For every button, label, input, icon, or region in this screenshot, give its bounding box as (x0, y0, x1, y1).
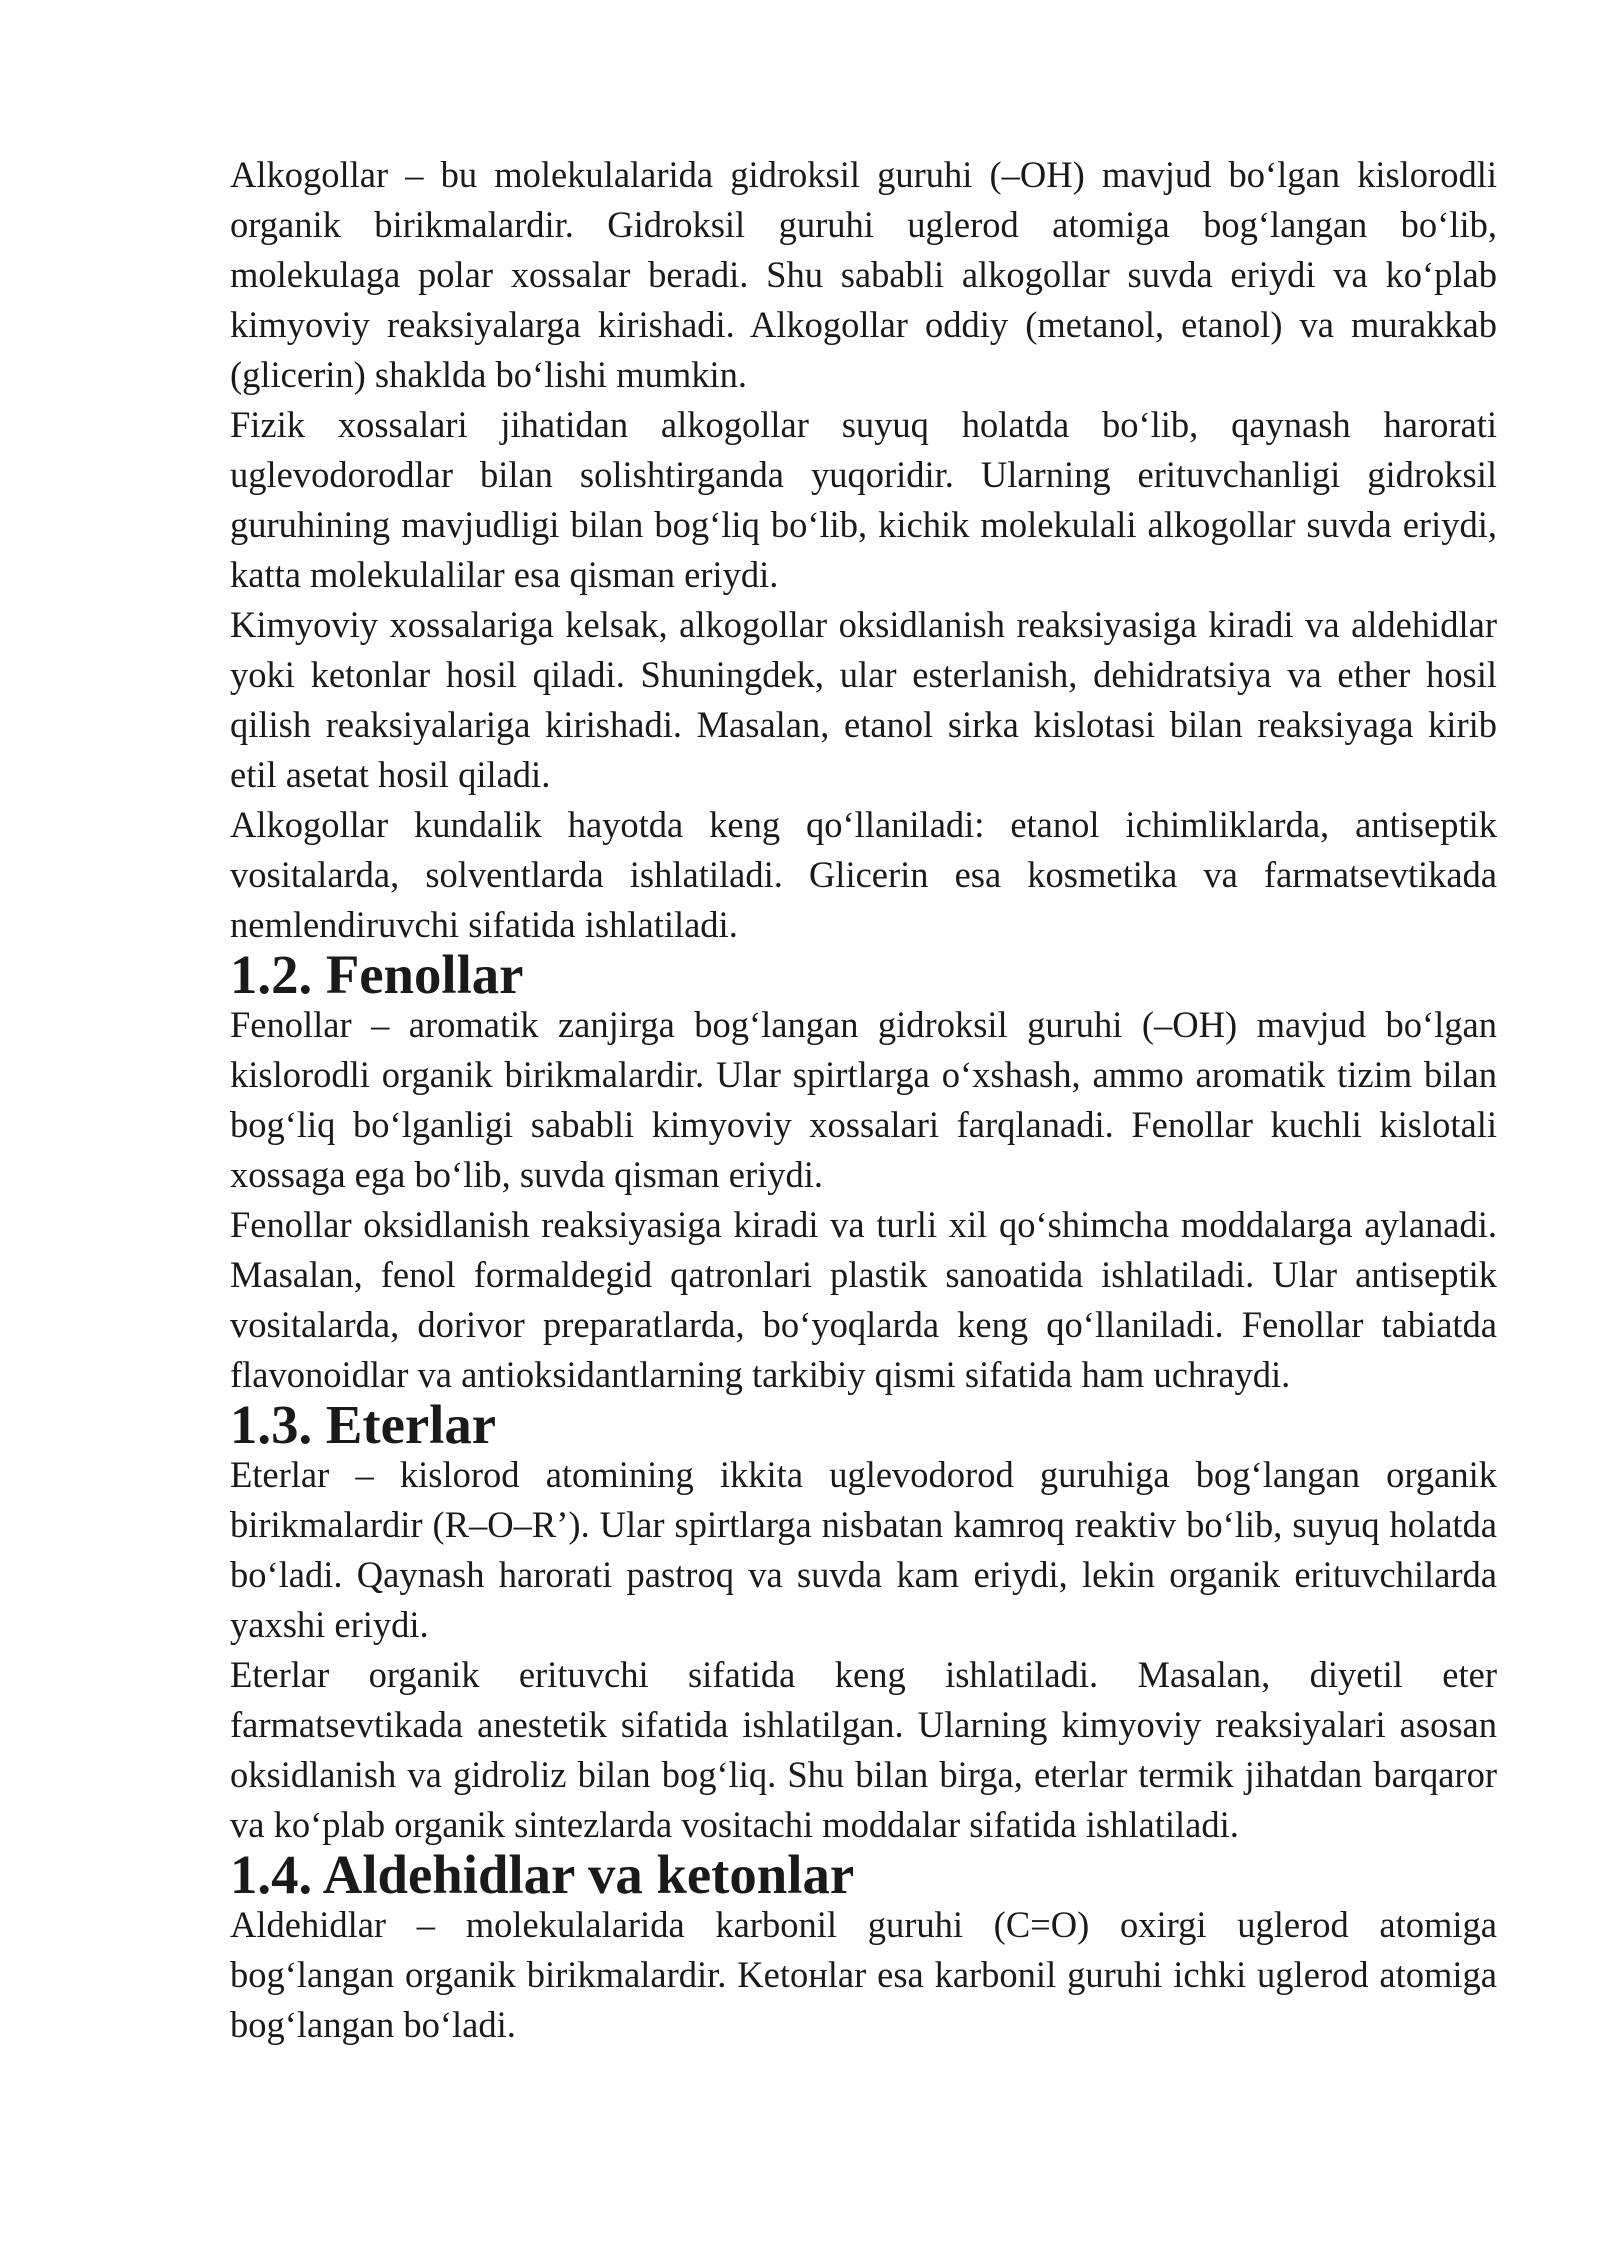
paragraph-eterlar-definition: Eterlar – kislorod atomining ikkita uglevodorod guruhiga bog‘langan organik birikmalardir (R–O–R’). Ular spirtlarga nisbatan kamroq reaktiv bo‘lib, suyuq holatda bo‘ladi. Qaynash harorati pastroq va suvda kam eriydi, lekin organik erituvchilarda yaxshi eriydi. (230, 1454, 1497, 1645)
paragraph-alkogollar-usage: Alkogollar kundalik hayotda keng qo‘llaniladi: etanol ichimliklarda, antiseptik vositalarda, solventlarda ishlatiladi. Glicerin esa kosmetika va farmatsevtikada nemlendiruvchi sifatida ishlatiladi. (230, 804, 1497, 945)
paragraph-alkogollar-definition: Alkogollar – bu molekulalarida gidroksil guruhi (–OH) mavjud bo‘lgan kislorodli organik birikmalardir. Gidroksil guruhi uglerod atomiga bog‘langan bo‘lib, molekulaga polar xossalar beradi. Shu sababli alkogollar suvda eriydi va ko‘plab kimyoviy reaksiyalarga kirishadi. Alkogollar oddiy (metanol, etanol) va murakkab (glicerin) shaklda bo‘lishi mumkin. (230, 154, 1497, 395)
section-heading-fenollar: 1.2. Fenollar (230, 944, 524, 1005)
paragraph-fenollar-definition: Fenollar – aromatik zanjirga bog‘langan gidroksil guruhi (–OH) mavjud bo‘lgan kislorodli organik birikmalardir. Ular spirtlarga o‘xshash, ammo aromatik tizim bilan bog‘liq bo‘lganligi sababli kimyoviy xossalari farqlanadi. Fenollar kuchli kislotali xossaga ega bo‘lib, suvda qisman eriydi. (230, 1004, 1497, 1195)
paragraph-eterlar-usage: Eterlar organik erituvchi sifatida keng ishlatiladi. Masalan, diyetil eter farmatsevtikada anestetik sifatida ishlatilgan. Ularning kimyoviy reaksiyalari asosan oksidlanish va gidroliz bilan bog‘liq. Shu bilan birga, eterlar termik jihatdan barqaror va ko‘plab organik sintezlarda vositachi moddalar sifatida ishlatiladi. (230, 1654, 1497, 1845)
paragraph-aldehidlar-definition: Aldehidlar – molekulalarida karbonil guruhi (C=O) oxirgi uglerod atomiga bog‘langan organik birikmalardir. Ketонlar esa karbonil guruhi ichki uglerod atomiga bog‘langan bo‘ladi. (230, 1904, 1497, 2045)
document-page (230, 150, 1497, 2050)
section-heading-aldehidlar-ketonlar: 1.4. Aldehidlar va ketonlar (230, 1844, 855, 1905)
paragraph-alkogollar-physical: Fizik xossalari jihatidan alkogollar suyuq holatda bo‘lib, qaynash harorati uglevodorodlar bilan solishtirganda yuqoridir. Ularning erituvchanligi gidroksil guruhining mavjudligi bilan bog‘liq bo‘lib, kichik molekulali alkogollar suvda eriydi, katta molekulalilar esa qisman eriydi. (230, 404, 1497, 595)
section-heading-eterlar: 1.3. Eterlar (230, 1394, 497, 1455)
paragraph-fenollar-usage: Fenollar oksidlanish reaksiyasiga kiradi va turli xil qo‘shimcha moddalarga aylanadi. Masalan, fenol formaldegid qatronlari plastik sanoatida ishlatiladi. Ular antiseptik vositalarda, dorivor preparatlarda, bo‘yoqlarda keng qo‘llaniladi. Fenollar tabiatda flavonoidlar va antioksidantlarning tarkibiy qismi sifatida ham uchraydi. (230, 1204, 1497, 1395)
paragraph-alkogollar-chemical: Kimyoviy xossalariga kelsak, alkogollar oksidlanish reaksiyasiga kiradi va aldehidlar yoki ketonlar hosil qiladi. Shuningdek, ular esterlanish, dehidratsiya va ether hosil qilish reaksiyalariga kirishadi. Masalan, etanol sirka kislotasi bilan reaksiyaga kirib etil asetat hosil qiladi. (230, 604, 1497, 795)
